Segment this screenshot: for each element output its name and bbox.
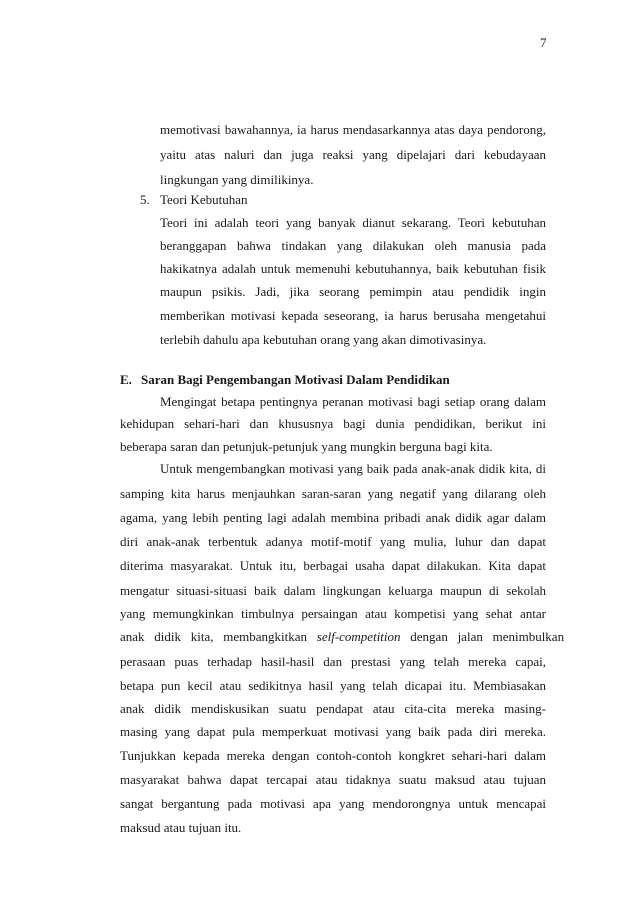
- list-item-line: beranggapan bahwa tindakan yang dilakukan oleh manusia pada: [160, 238, 546, 253]
- list-intro-line: memotivasi bawahannya, ia harus mendasarkannya atas daya pendorong,: [160, 122, 546, 137]
- list-intro-line: lingkungan yang dimilikinya.: [160, 172, 314, 187]
- list-item-line: hakikatnya adalah untuk memenuhi kebutuhannya, baik kebutuhan fisik: [160, 261, 546, 276]
- paragraph-line: diterima masyarakat. Untuk itu, berbagai usaha dapat dilakukan. Kita dapat: [120, 558, 546, 573]
- paragraph-line: sangat bergantung pada motivasi apa yang mendorongnya untuk mencapai: [120, 796, 546, 811]
- paragraph-line: Mengingat betapa pentingnya peranan motivasi bagi setiap orang dalam: [160, 394, 546, 409]
- list-item-line: terlebih dahulu apa kebutuhan orang yang akan dimotivasinya.: [160, 332, 487, 347]
- page-number: 7: [540, 35, 547, 50]
- paragraph-line: beberapa saran dan petunjuk-petunjuk yang mungkin berguna bagi kita.: [120, 439, 493, 454]
- paragraph-line: Untuk mengembangkan motivasi yang baik pada anak-anak didik kita, di: [160, 461, 546, 476]
- italic-term: self-competition: [316, 629, 401, 644]
- paragraph-text: dengan jalan menimbulkan: [400, 629, 565, 644]
- list-item-number: 5.: [140, 192, 150, 207]
- paragraph-line: agama, yang lebih penting lagi adalah membina pribadi anak didik agar dalam: [120, 510, 546, 525]
- paragraph-line: diri anak-anak terbentuk adanya motif-motif yang mulia, luhur dan dapat: [120, 534, 546, 549]
- section-letter: E.: [120, 372, 132, 387]
- paragraph-line: masyarakat bahwa dapat tercapai atau tidaknya suatu maksud atau tujuan: [120, 772, 546, 787]
- paragraph-line: yang memungkinkan timbulnya persaingan atau kompetisi yang sehat antar: [120, 606, 546, 621]
- list-item-line: Teori ini adalah teori yang banyak dianut sekarang. Teori kebutuhan: [160, 215, 546, 230]
- paragraph-line-with-italic: [120, 627, 565, 647]
- paragraph-line: kehidupan sehari-hari dan khususnya bagi dunia pendidikan, berikut ini: [120, 416, 546, 431]
- paragraph-text: anak didik kita, membangkitkan: [120, 629, 317, 644]
- list-intro-line: yaitu atas naluri dan juga reaksi yang dipelajari dari kebudayaan: [160, 147, 546, 162]
- paragraph-line: perasaan puas terhadap hasil-hasil dan prestasi yang telah mereka capai,: [120, 654, 546, 669]
- list-item-title: Teori Kebutuhan: [160, 192, 248, 207]
- paragraph-line: mengatur situasi-situasi baik dalam lingkungan keluarga maupun di sekolah: [120, 583, 546, 598]
- paragraph-line: betapa pun kecil atau sedikitnya hasil yang telah dicapai itu. Membiasakan: [120, 678, 546, 693]
- list-item-line: maupun psikis. Jadi, jika seorang pemimpin atau pendidik ingin: [160, 284, 546, 299]
- paragraph-line: masing yang dapat pula memperkuat motivasi yang baik pada diri mereka.: [120, 724, 546, 739]
- section-title: Saran Bagi Pengembangan Motivasi Dalam Pendidikan: [141, 372, 450, 387]
- paragraph-line: samping kita harus menjauhkan saran-saran yang negatif yang dilarang oleh: [120, 486, 546, 501]
- paragraph-line: maksud atau tujuan itu.: [120, 820, 242, 835]
- list-item-line: memberikan motivasi kepada seseorang, ia harus berusaha mengetahui: [160, 308, 546, 323]
- paragraph-line: anak didik mendiskusikan suatu pendapat atau cita-cita mereka masing-: [120, 701, 546, 716]
- paragraph-line: Tunjukkan kepada mereka dengan contoh-contoh kongkret sehari-hari dalam: [120, 748, 546, 763]
